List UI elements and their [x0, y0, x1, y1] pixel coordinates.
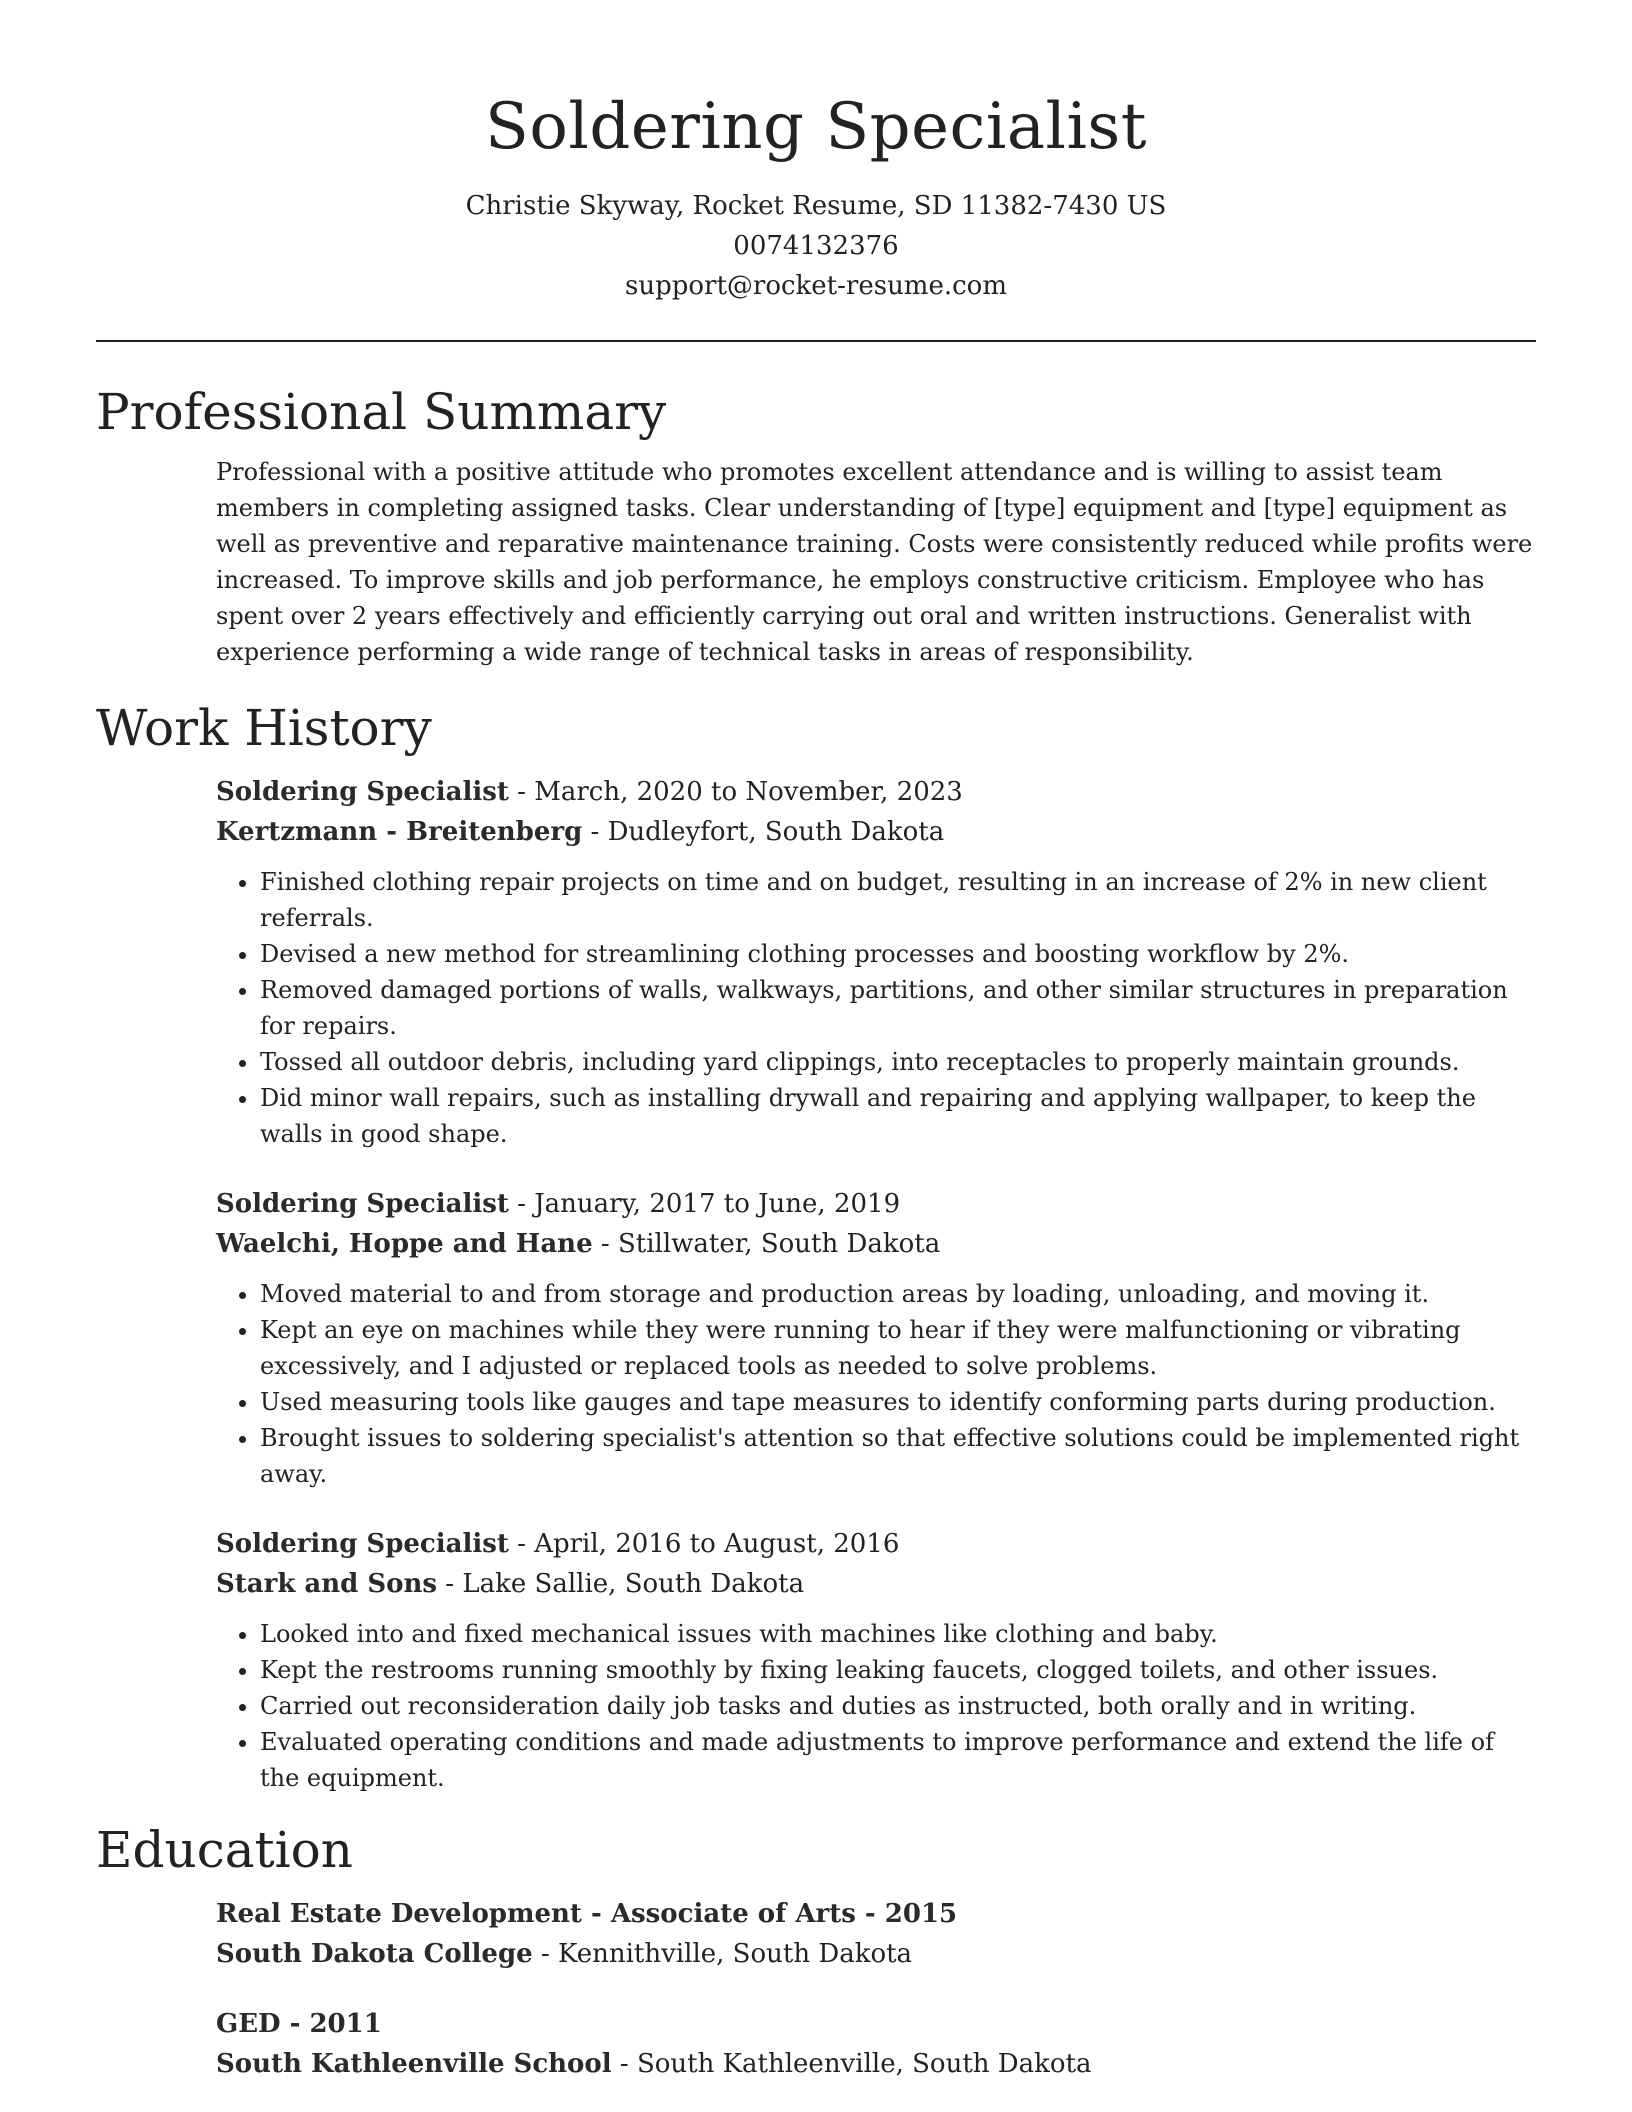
- resume-title: Soldering Specialist: [485, 90, 1147, 164]
- job-bullet-list: [216, 1276, 1536, 1492]
- contact-email: support@rocket-resume.com: [624, 271, 1007, 301]
- education-heading: Education: [96, 1821, 353, 1879]
- job-company: Kertzmann - Breitenberg: [216, 817, 583, 847]
- education-school-line: [216, 1934, 1536, 1974]
- education-entry: [216, 1894, 1536, 1974]
- job-title-line: [216, 1524, 1536, 1564]
- job-bullet-list: [216, 1616, 1536, 1796]
- job-location: - Stillwater, South Dakota: [592, 1229, 941, 1259]
- job-company-line: [216, 1564, 1536, 1604]
- list-item: • Evaluated operating conditions and made adjustments to improve performance and extend the life of the equipment.: [260, 1724, 1536, 1796]
- job-role: Soldering Specialist: [216, 1189, 509, 1219]
- list-item: • Kept an eye on machines while they were running to hear if they were malfunctioning or vibrating excessively, and I adjusted or replaced tools as needed to solve problems.: [260, 1312, 1536, 1384]
- job-company-line: [216, 1224, 1536, 1264]
- job-dates: - January, 2017 to June, 2019: [508, 1189, 901, 1219]
- education-degree: GED - 2011: [216, 2009, 382, 2039]
- summary-section: [96, 378, 1536, 670]
- contact-phone: 0074132376: [733, 231, 899, 261]
- list-item: • Looked into and fixed mechanical issues with machines like clothing and baby.: [260, 1616, 1536, 1652]
- education-school: South Kathleenville School: [216, 2049, 612, 2079]
- list-item: • Kept the restrooms running smoothly by fixing leaking faucets, clogged toilets, and other issues.: [260, 1652, 1536, 1688]
- job-title-line: [216, 772, 1536, 812]
- job-location: - Dudleyfort, South Dakota: [582, 817, 945, 847]
- list-item: • Tossed all outdoor debris, including yard clippings, into receptacles to properly maintain grounds.: [260, 1044, 1536, 1080]
- job-company: Waelchi, Hoppe and Hane: [216, 1229, 593, 1259]
- job-entry: [216, 1524, 1536, 1796]
- header-divider: [96, 340, 1536, 342]
- list-item: • Finished clothing repair projects on time and on budget, resulting in an increase of 2% in new client referrals.: [260, 864, 1536, 936]
- job-title-line: [216, 1184, 1536, 1224]
- job-dates: - April, 2016 to August, 2016: [508, 1529, 900, 1559]
- list-item: • Devised a new method for streamlining clothing processes and boosting workflow by 2%.: [260, 936, 1536, 972]
- job-role: Soldering Specialist: [216, 777, 509, 807]
- job-role: Soldering Specialist: [216, 1529, 509, 1559]
- list-item: • Moved material to and from storage and production areas by loading, unloading, and moving it.: [260, 1276, 1536, 1312]
- summary-heading: Professional Summary: [96, 383, 667, 441]
- list-item: • Carried out reconsideration daily job tasks and duties as instructed, both orally and in writing.: [260, 1688, 1536, 1724]
- work-history-heading: Work History: [96, 699, 432, 757]
- job-dates: - March, 2020 to November, 2023: [508, 777, 963, 807]
- education-school: South Dakota College: [216, 1939, 533, 1969]
- job-location: - Lake Sallie, South Dakota: [437, 1569, 805, 1599]
- education-location: - South Kathleenville, South Dakota: [611, 2049, 1092, 2079]
- resume-header: [96, 0, 1536, 306]
- contact-address: Christie Skyway, Rocket Resume, SD 11382-7430 US: [465, 191, 1167, 221]
- education-entry: [216, 2004, 1536, 2084]
- list-item: • Did minor wall repairs, such as installing drywall and repairing and applying wallpaper, to keep the walls in good shape.: [260, 1080, 1536, 1152]
- job-company-line: [216, 812, 1536, 852]
- education-school-line: [216, 2044, 1536, 2084]
- summary-text: Professional with a positive attitude who promotes excellent attendance and is willing to assist team members in completing assigned tasks. Clear understanding of [type] equipment and [type] equipment as well as preventive and reparative maintenance training. Costs were consistently reduced while profits were increased. To improve skills and job performance, he employs constructive criticism. Employee who has spent over 2 years effectively and efficiently carrying out oral and written instructions. Generalist with experience performing a wide range of technical tasks in areas of responsibility.: [216, 458, 1533, 666]
- job-bullet-list: [216, 864, 1536, 1152]
- list-item: • Removed damaged portions of walls, walkways, partitions, and other similar structures in preparation for repairs.: [260, 972, 1536, 1044]
- contact-block: [96, 186, 1536, 306]
- job-entry: [216, 1184, 1536, 1492]
- job-company: Stark and Sons: [216, 1569, 438, 1599]
- list-item: • Brought issues to soldering specialist's attention so that effective solutions could be implemented right away.: [260, 1420, 1536, 1492]
- education-section: [96, 1816, 1536, 2084]
- work-history-section: [96, 694, 1536, 1796]
- job-entry: [216, 772, 1536, 1152]
- education-location: - Kennithville, South Dakota: [532, 1939, 913, 1969]
- list-item: • Used measuring tools like gauges and tape measures to identify conforming parts during production.: [260, 1384, 1536, 1420]
- education-degree: Real Estate Development - Associate of Arts - 2015: [216, 1899, 958, 1929]
